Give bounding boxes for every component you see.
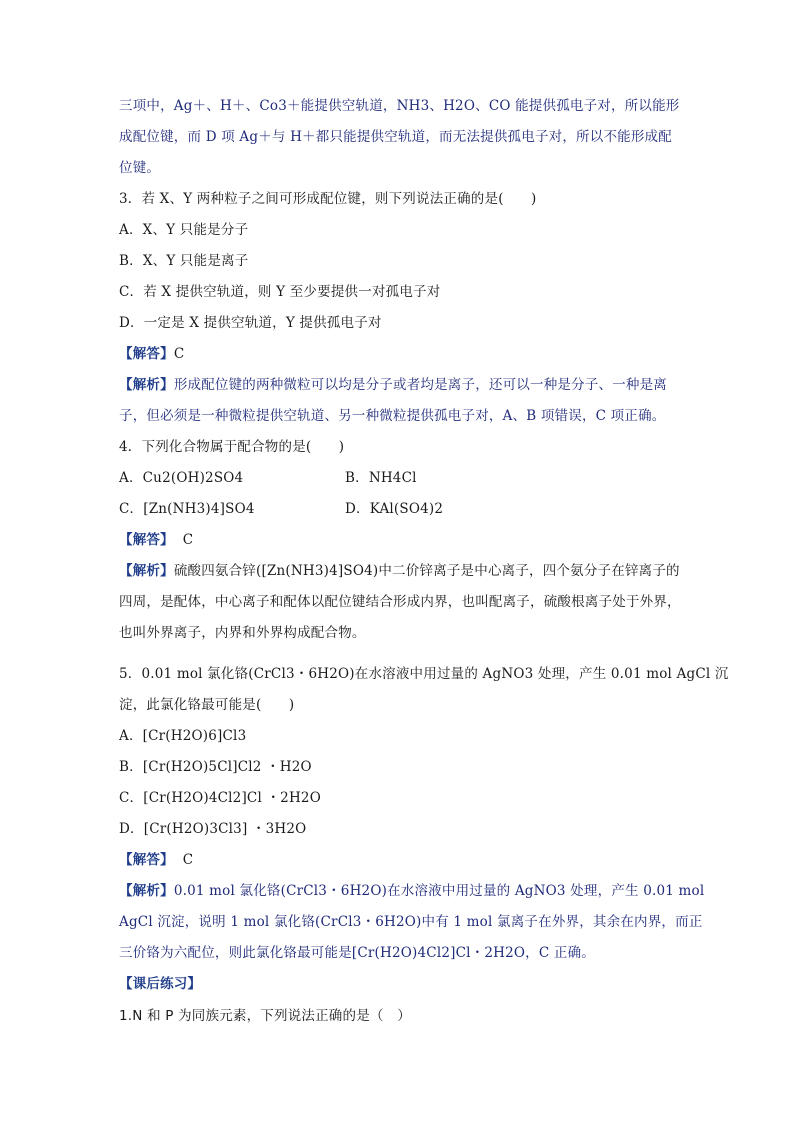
question-3-analysis [119,375,667,395]
answer-label: 【解答】 [119,852,174,868]
question-5-option-b: B．[Cr(H2O)5Cl]Cl2 ・H2O [119,759,312,775]
question-3-stem: 3．若 X、Y 两种粒子之间可形成配位键，则下列说法正确的是( ) [119,191,537,207]
analysis-label: 【解析】 [119,563,174,579]
question-3-answer [119,344,184,364]
question-4-option-a: A．Cu2(OH)2SO4 [119,470,244,486]
question-5-option-c: C．[Cr(H2O)4Cl2]Cl ・2H2O [119,790,321,806]
question-5-analysis [119,881,704,901]
question-3-option-a: A．X、Y 只能是分子 [119,222,249,238]
question-3-option-c: C．若 X 提供空轨道，则 Y 至少要提供一对孤电子对 [119,284,441,300]
analysis-label: 【解析】 [119,883,174,899]
answer-value: C [173,346,185,362]
answer-value: C [182,532,194,548]
question-5-answer [119,850,193,870]
question-3-option-d: D．一定是 X 提供空轨道，Y 提供孤电子对 [119,315,382,331]
answer-label: 【解答】 [119,532,174,548]
question-5-stem: 5．0.01 mol 氯化铬(CrCl3・6H2O)在水溶液中用过量的 AgNO3 处理，产生 0.01 mol AgCl 沉 [119,666,729,682]
question-5-stem-line: 淀，此氯化铬最可能是( ) [119,697,295,713]
explanation-line: 成配位键，而 D 项 Ag＋与 H＋都只能提供空轨道，而无法提供孤电子对，所以不能形成配 [119,129,672,145]
question-5-analysis-line: AgCl 沉淀，说明 1 mol 氯化铬(CrCl3・6H2O)中有 1 mol 氯离子在外界，其余在内界，而正 [119,914,703,930]
question-4-option-d: D．KAl(SO4)2 [345,501,444,517]
question-4-analysis-line: 也叫外界离子，内界和外界构成配合物。 [119,625,366,641]
analysis-text: 硫酸四氨合锌([Zn(NH3)4]SO4)中二价锌离子是中心离子，四个氨分子在锌离子的 [173,563,680,579]
analysis-label: 【解析】 [119,377,174,393]
question-4-stem: 4．下列化合物属于配合物的是( ) [119,439,345,455]
explanation-line: 位键。 [119,160,161,176]
question-4-options-row-1 [119,468,679,488]
section-heading-after-class-exercise: 【课后练习】 [119,976,202,992]
question-5-option-a: A．[Cr(H2O)6]Cl3 [119,728,247,744]
exercise-1-stem: 1.N 和 P 为同族元素，下列说法正确的是（ ） [119,1008,411,1024]
question-5-option-d: D．[Cr(H2O)3Cl3] ・3H2O [119,821,307,837]
question-4-answer [119,530,193,550]
question-4-option-b: B．NH4Cl [345,470,417,486]
analysis-text: 0.01 mol 氯化铬(CrCl3・6H2O)在水溶液中用过量的 AgNO3 处理，产生 0.01 mol [173,883,705,899]
question-3-analysis-line: 子，但必须是一种微粒提供空轨道、另一种微粒提供孤电子对，A、B 项错误，C 项正确。 [119,408,666,424]
analysis-text: 形成配位键的两种微粒可以均是分子或者均是离子，还可以一种是分子、一种是离 [173,377,668,393]
question-4-options-row-2 [119,499,679,519]
question-3-option-b: B．X、Y 只能是离子 [119,253,249,269]
explanation-line: 三项中，Ag＋、H＋、Co3＋能提供空轨道，NH3、H2O、CO 能提供孤电子对，所以能形 [119,98,680,114]
question-4-analysis-line: 四周，是配体，中心离子和配体以配位键结合形成内界，也叫配离子，硫酸根离子处于外界， [119,594,681,610]
question-4-analysis [119,561,680,581]
answer-label: 【解答】 [119,346,174,362]
answer-value: C [182,852,194,868]
question-4-option-c: C．[Zn(NH3)4]SO4 [119,501,255,517]
question-5-analysis-line: 三价铬为六配位，则此氯化铬最可能是[Cr(H2O)4Cl2]Cl・2H2O，C 正确。 [119,945,595,961]
